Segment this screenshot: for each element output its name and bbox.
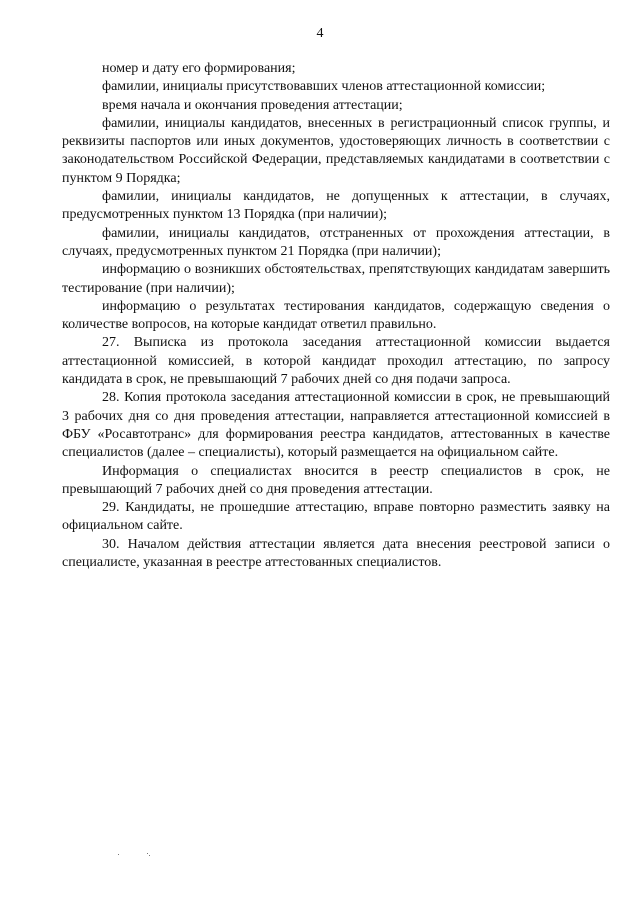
paragraph-commission-members: фамилии, инициалы присутствовавших членов аттестационной комиссии; xyxy=(102,79,546,95)
scan-speck xyxy=(149,855,150,856)
paragraph-registered-candidates: фамилии, инициалы кандидатов, внесенных в регистрационный список группы, и реквизиты паспортов или иных документов, удостоверяющих личность в соответствии с законодательством Российской Федерации, представляемых кандидатами в соответствии с пунктом 9 Порядка; xyxy=(62,115,610,186)
scan-speck xyxy=(118,854,119,855)
paragraph-protocol-number-date: номер и дату его формирования; xyxy=(102,61,296,76)
clause-28: 28. Копия протокола заседания аттестационной комиссии в срок, не превышающий 3 рабочих дня со дня проведения аттестации, направляется аттестационной комиссией в ФБУ «Росавтотранс» для формирования реестра кандидатов, аттестованных в качестве специалистов (далее – специалисты), который размещается на официальном сайте. xyxy=(62,390,610,461)
paragraph-test-results: информацию о результатах тестирования кандидатов, содержащую сведения о количестве вопросов, на которые кандидат ответил правильно. xyxy=(62,298,610,333)
scan-specks xyxy=(116,852,176,858)
paragraph-circumstances: информацию о возникших обстоятельствах, препятствующих кандидатам завершить тестирование (при наличии); xyxy=(62,262,610,296)
clause-29: 29. Кандидаты, не прошедшие аттестацию, вправе повторно разместить заявку на официальном сайте. xyxy=(62,500,610,534)
paragraph-removed-candidates: фамилии, инициалы кандидатов, отстраненных от прохождения аттестации, в случаях, предусмотренных пунктом 21 Порядка (при наличии); xyxy=(62,225,610,259)
clause-30: 30. Началом действия аттестации является дата внесения реестровой записи о специалисте, указанная в реестре аттестованных специалистов. xyxy=(62,536,610,571)
paragraph-attestation-time: время начала и окончания проведения аттестации; xyxy=(102,97,403,113)
paragraph-registry-info: Информация о специалистах вносится в реестр специалистов в срок, не превышающий 7 рабочих дней со дня проведения аттестации. xyxy=(62,463,610,497)
scan-speck xyxy=(147,853,148,854)
paragraph-not-admitted-candidates: фамилии, инициалы кандидатов, не допущенных к аттестации, в случаях, предусмотренных пунктом 13 Порядка (при наличии); xyxy=(62,189,610,223)
clause-27: 27. Выписка из протокола заседания аттестационной комиссии выдается аттестационной комиссией, в которой кандидат проходил аттестацию, по запросу кандидата в срок, не превышающий 7 рабочих дней со дня подачи запроса. xyxy=(62,335,610,388)
document-body xyxy=(62,60,610,572)
page-number: 4 xyxy=(316,26,324,41)
